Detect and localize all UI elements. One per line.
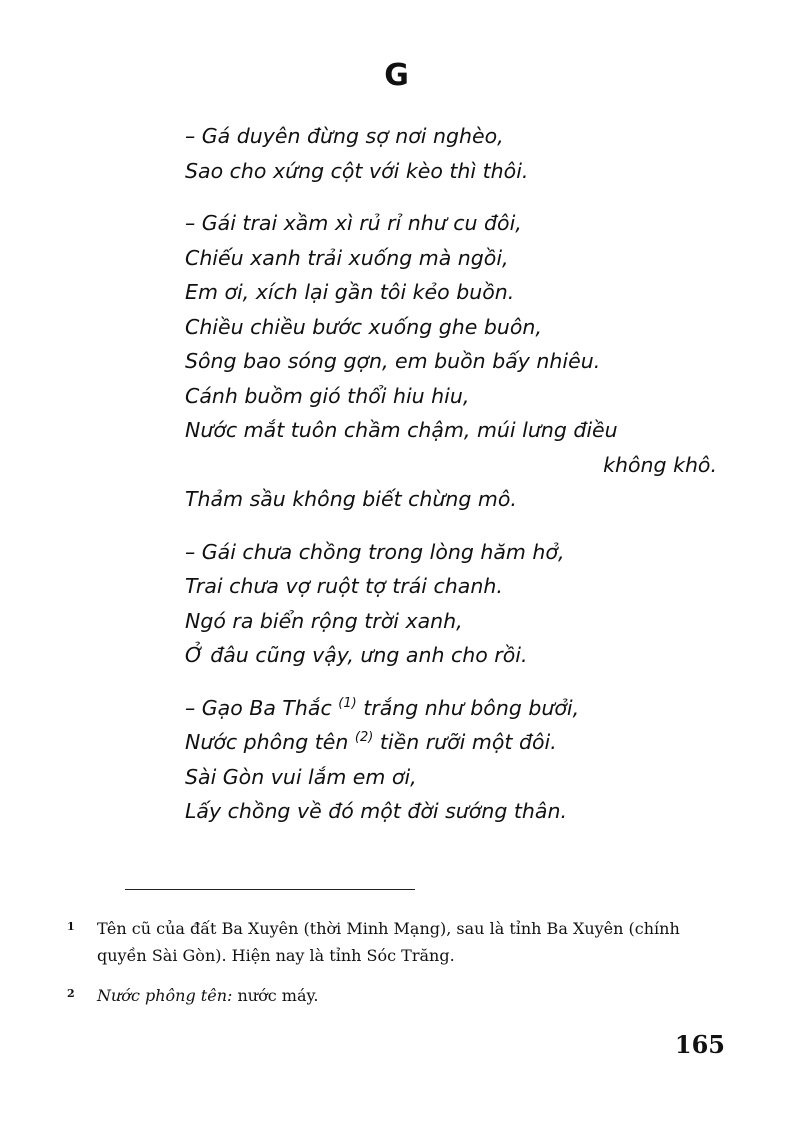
verse-line: – Gái trai xầm xì rủ rỉ như cu đôi, [185,211,522,235]
footnote-body [97,982,722,1009]
page-number: 165 [674,1030,725,1059]
footnote-marker: 2 [67,987,75,1000]
footnote-2 [62,982,722,1009]
verse-line: Sài Gòn vui lắm em ơi, [185,764,417,789]
verse-line: Chiếu xanh trải xuống mà ngồi, [185,245,509,270]
verse-line: Ngó ra biển rộng trời xanh, [185,608,463,633]
footnote-marker: 1 [67,920,75,933]
verse-line: Trai chưa vợ ruột tợ trái chanh. [185,574,503,598]
footnote-reference: (1) [338,695,357,711]
verse-line: Ở đâu cũng vậy, ưng anh cho rồi. [185,643,528,667]
footnote-term: Nước phông tên: [97,986,233,1005]
verse-line: Chiều chiều bước xuống ghe buôn, [185,314,542,339]
verse-text: trắng như bông bưởi, [363,695,580,720]
verse-text: tiền rưỡi một đôi. [379,730,557,754]
verse-text: Nước phông tên [185,730,349,754]
stanza-1 [185,119,725,188]
verse-line: Cánh buồm gió thổi hiu hiu, [185,383,470,408]
verse-line [185,725,725,760]
verse-line: Thảm sầu không biết chừng mô. [185,487,517,511]
poem-body [185,119,725,847]
section-letter-heading: G [384,58,409,93]
verse-line: – Gái chưa chồng trong lòng hăm hở, [185,539,565,564]
footnote-1 [62,915,722,969]
stanza-3 [185,535,725,673]
stanza-2 [185,206,725,517]
verse-text: – Gạo Ba Thắc [185,695,332,720]
stanza-4 [185,691,725,829]
footnote-text: nước máy. [237,986,319,1005]
verse-line: – Gá duyên đừng sợ nơi nghèo, [185,124,504,148]
verse-line [185,691,725,726]
verse-line: Nước mắt tuôn chầm chậm, múi lưng điều [185,418,618,442]
footnote-text: Tên cũ của đất Ba Xuyên (thời Minh Mạng), sau là tỉnh Ba Xuyên (chính quyền Sài Gòn). Hiện nay là tỉnh Sóc Trăng. [97,919,680,965]
verse-line: Sông bao sóng gợn, em buồn bấy nhiêu. [185,349,601,373]
verse-line: Lấy chồng về đó một đời sướng thân. [185,799,567,823]
verse-line-continuation: không khô. [603,452,717,477]
verse-line: Sao cho xứng cột với kèo thì thôi. [185,158,529,183]
footnote-reference: (2) [354,730,374,746]
footnote-divider [125,889,415,890]
verse-line: Em ơi, xích lại gần tôi kẻo buồn. [185,280,515,304]
